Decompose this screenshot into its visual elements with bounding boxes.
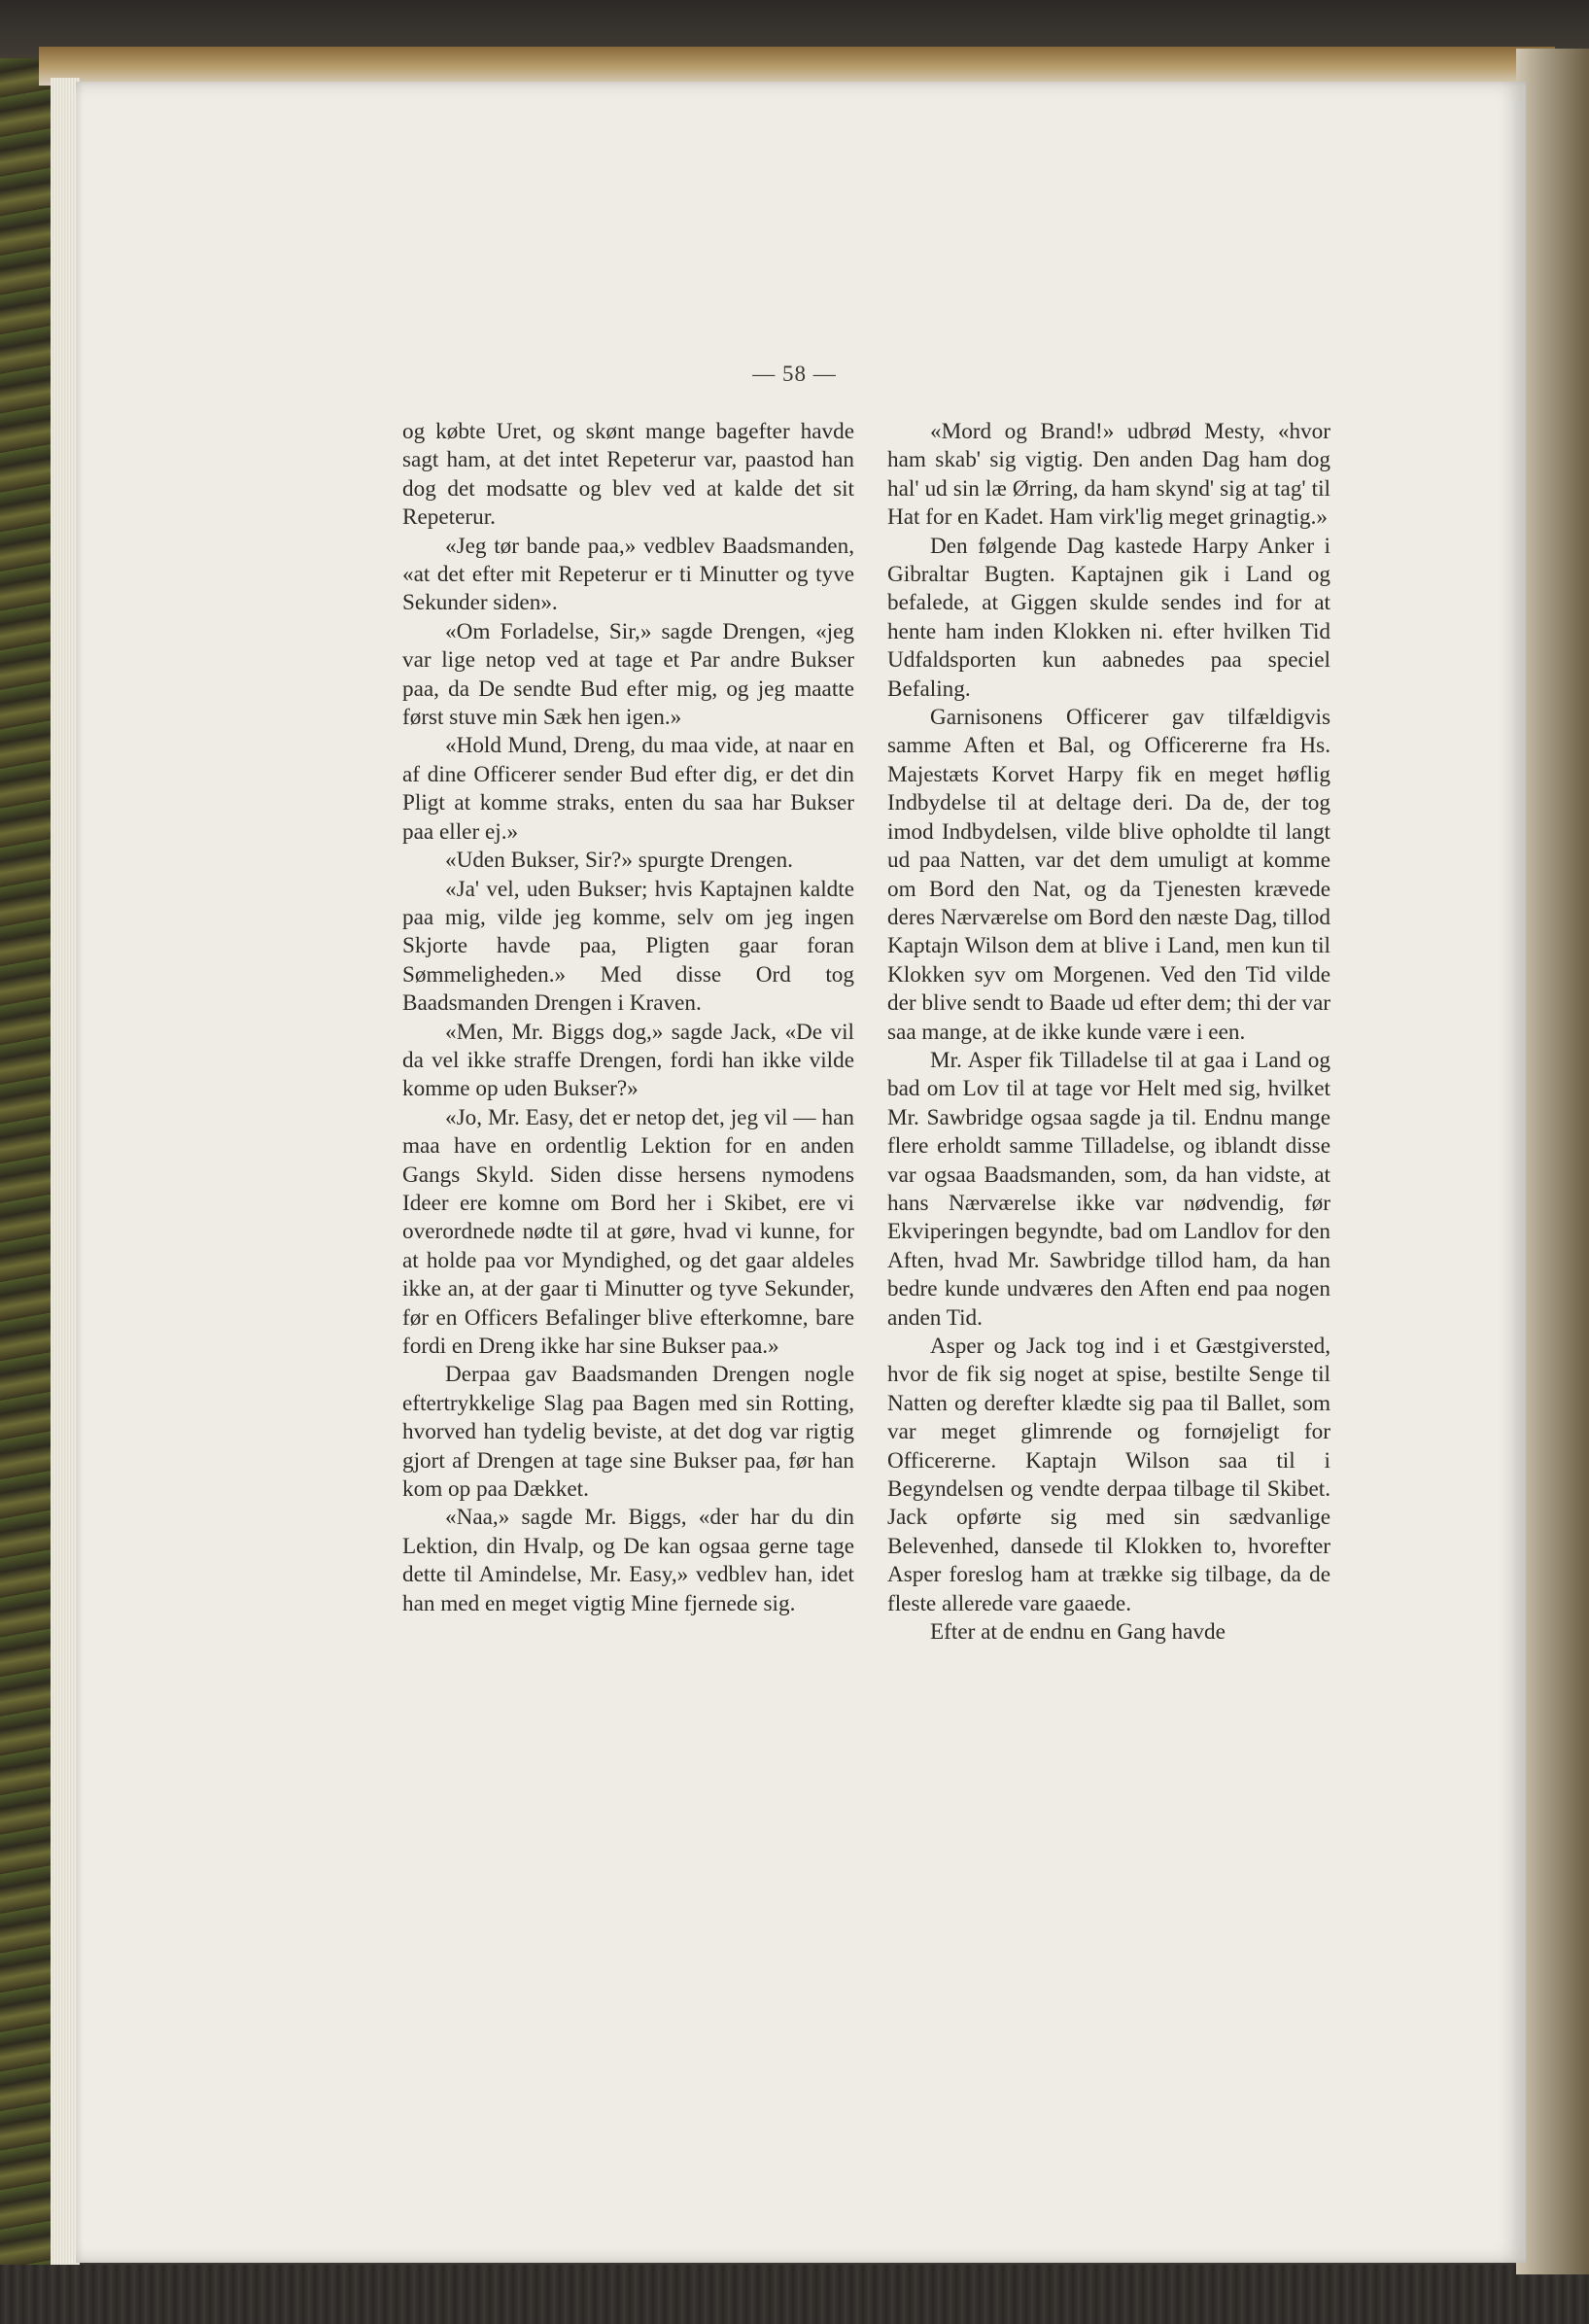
page-number: — 58 — bbox=[752, 362, 837, 386]
paragraph: Asper og Jack tog ind i et Gæstgiversted, hvor de fik sig noget at spise, bestilte Senge til Natten og derefter klædte sig paa til Ballet, som var meget glimrende og fornøjeligt for Officererne. Kaptajn Wilson saa til i Begyndelsen og vendte derpaa tilbage til Skibet. Jack opførte sig med sin sædvanlige Belevenhed, dansede til Klokken to, hvorefter Asper foreslog ham at trække sig tilbage, da de fleste allerede vare gaaede. bbox=[887, 1334, 1330, 1616]
paragraph: «Naa,» sagde Mr. Biggs, «der har du din Lektion, din Hvalp, og De kan ogsaa gerne tage dette til Amindelse, Mr. Easy,» vedblev han, idet han med en meget vigtig Mine fjernede sig. bbox=[402, 1505, 854, 1616]
paragraph: «Men, Mr. Biggs dog,» sagde Jack, «De vil da vel ikke straffe Drengen, fordi han ikke vilde komme op uden Bukser?» bbox=[402, 1019, 854, 1102]
text-column-left bbox=[402, 418, 854, 1618]
paragraph: Garnisonens Officerer gav tilfældigvis samme Aften et Bal, og Officererne fra Hs. Majestæts Korvet Harpy fik en meget høflig Indbydelse til at deltage deri. Da de, der tog imod Indbydelsen, vilde blive opholdte til langt ud paa Natten, var det dem umuligt at komme om Bord den Nat, og da Tjenesten krævede deres Nærværelse om Bord den næste Dag, tillod Kaptajn Wilson dem at blive i Land, men kun til Klokken syv om Morgenen. Ved den Tid vilde der blive sendt to Baade ud efter dem; thi der var saa mange, at de ikke kunde være i een. bbox=[887, 705, 1330, 1045]
paragraph: Mr. Asper fik Tilladelse til at gaa i Land og bad om Lov til at tage vor Helt med sig, hvilket Mr. Sawbridge ogsaa sagde ja til. Endnu mange flere erholdt samme Tilladelse, og iblandt disse var ogsaa Baadsmanden, som, da han vidste, at hans Nærværelse ikke var nødvendig, før Ekviperingen begyndte, bad om Landlov for den Aften, hvad Mr. Sawbridge tillod ham, da han bedre kunde undværes den Aften end paa nogen anden Tid. bbox=[887, 1047, 1330, 1331]
paragraph: Den følgende Dag kastede Harpy Anker i Gibraltar Bugten. Kaptajnen gik i Land og befalede, at Giggen skulde sendes ind for at hente ham inden Klokken ni. efter hvilken Tid Udfaldsporten kun aabnedes paa speciel Befaling. bbox=[887, 533, 1330, 702]
paragraph: «Hold Mund, Dreng, du maa vide, at naar en af dine Officerer sender Bud efter dig, er det din Pligt at komme straks, enten du saa har Bukser paa eller ej.» bbox=[402, 733, 854, 845]
paragraph: «Jeg tør bande paa,» vedblev Baadsmanden, «at det efter mit Repeterur er ti Minutter og tyve Sekunder siden». bbox=[402, 533, 854, 616]
paragraph: «Mord og Brand!» udbrød Mesty, «hvor ham skab' sig vigtig. Den anden Dag ham dog hal' ud sin læ Ørring, da ham skynd' sig at tag' til Hat for en Kadet. Ham virk'lig meget grinagtig.» bbox=[887, 419, 1330, 531]
paragraph: Efter at de endnu en Gang havde bbox=[930, 1619, 1226, 1646]
paragraph: «Om Forladelse, Sir,» sagde Drengen, «jeg var lige netop ved at tage et Par andre Bukser paa, da De sendte Bud efter mig, og jeg maatte først stuve min Sæk hen igen.» bbox=[402, 618, 854, 731]
paragraph: «Ja' vel, uden Bukser; hvis Kaptajnen kaldte paa mig, vilde jeg komme, selv om jeg ingen Skjorte havde paa, Pligten gaar foran Sømmeligheden.» Med disse Ord tog Baadsmanden Drengen i Kraven. bbox=[402, 876, 854, 1017]
book-spine-top bbox=[39, 47, 1555, 86]
book-cover-bottom bbox=[0, 2265, 1589, 2324]
book-cover-left bbox=[0, 58, 58, 2324]
paragraph: «Uden Bukser, Sir?» spurgte Drengen. bbox=[445, 848, 793, 874]
paragraph: Derpaa gav Baadsmanden Drengen nogle eftertrykkelige Slag paa Bagen med sin Rotting, hvorved han tydelig beviste, at det dog var rigtig gjort af Drengen at tage sine Bukser paa, før han kom op paa Dækket. bbox=[402, 1362, 854, 1503]
paragraph: og købte Uret, og skønt mange bagefter havde sagt ham, at det intet Repeterur var, paastod han dog det modsatte og blev ved at kalde det sit Repeterur. bbox=[402, 419, 854, 531]
paragraph: «Jo, Mr. Easy, det er netop det, jeg vil — han maa have en ordentlig Lektion for en anden Gangs Skyld. Siden disse hersens nymodens Ideer ere komne om Bord her i Skibet, ere vi overordnede nødte til at gøre, hvad vi kunne, for at holde paa vor Myndighed, og det gaar aldeles ikke an, at der gaar ti Minutter og tyve Sekunder, før en Officers Befalinger blive efterkomne, bare fordi en Dreng ikke har sine Bukser paa.» bbox=[402, 1104, 854, 1359]
text-column-right bbox=[887, 418, 1330, 1647]
